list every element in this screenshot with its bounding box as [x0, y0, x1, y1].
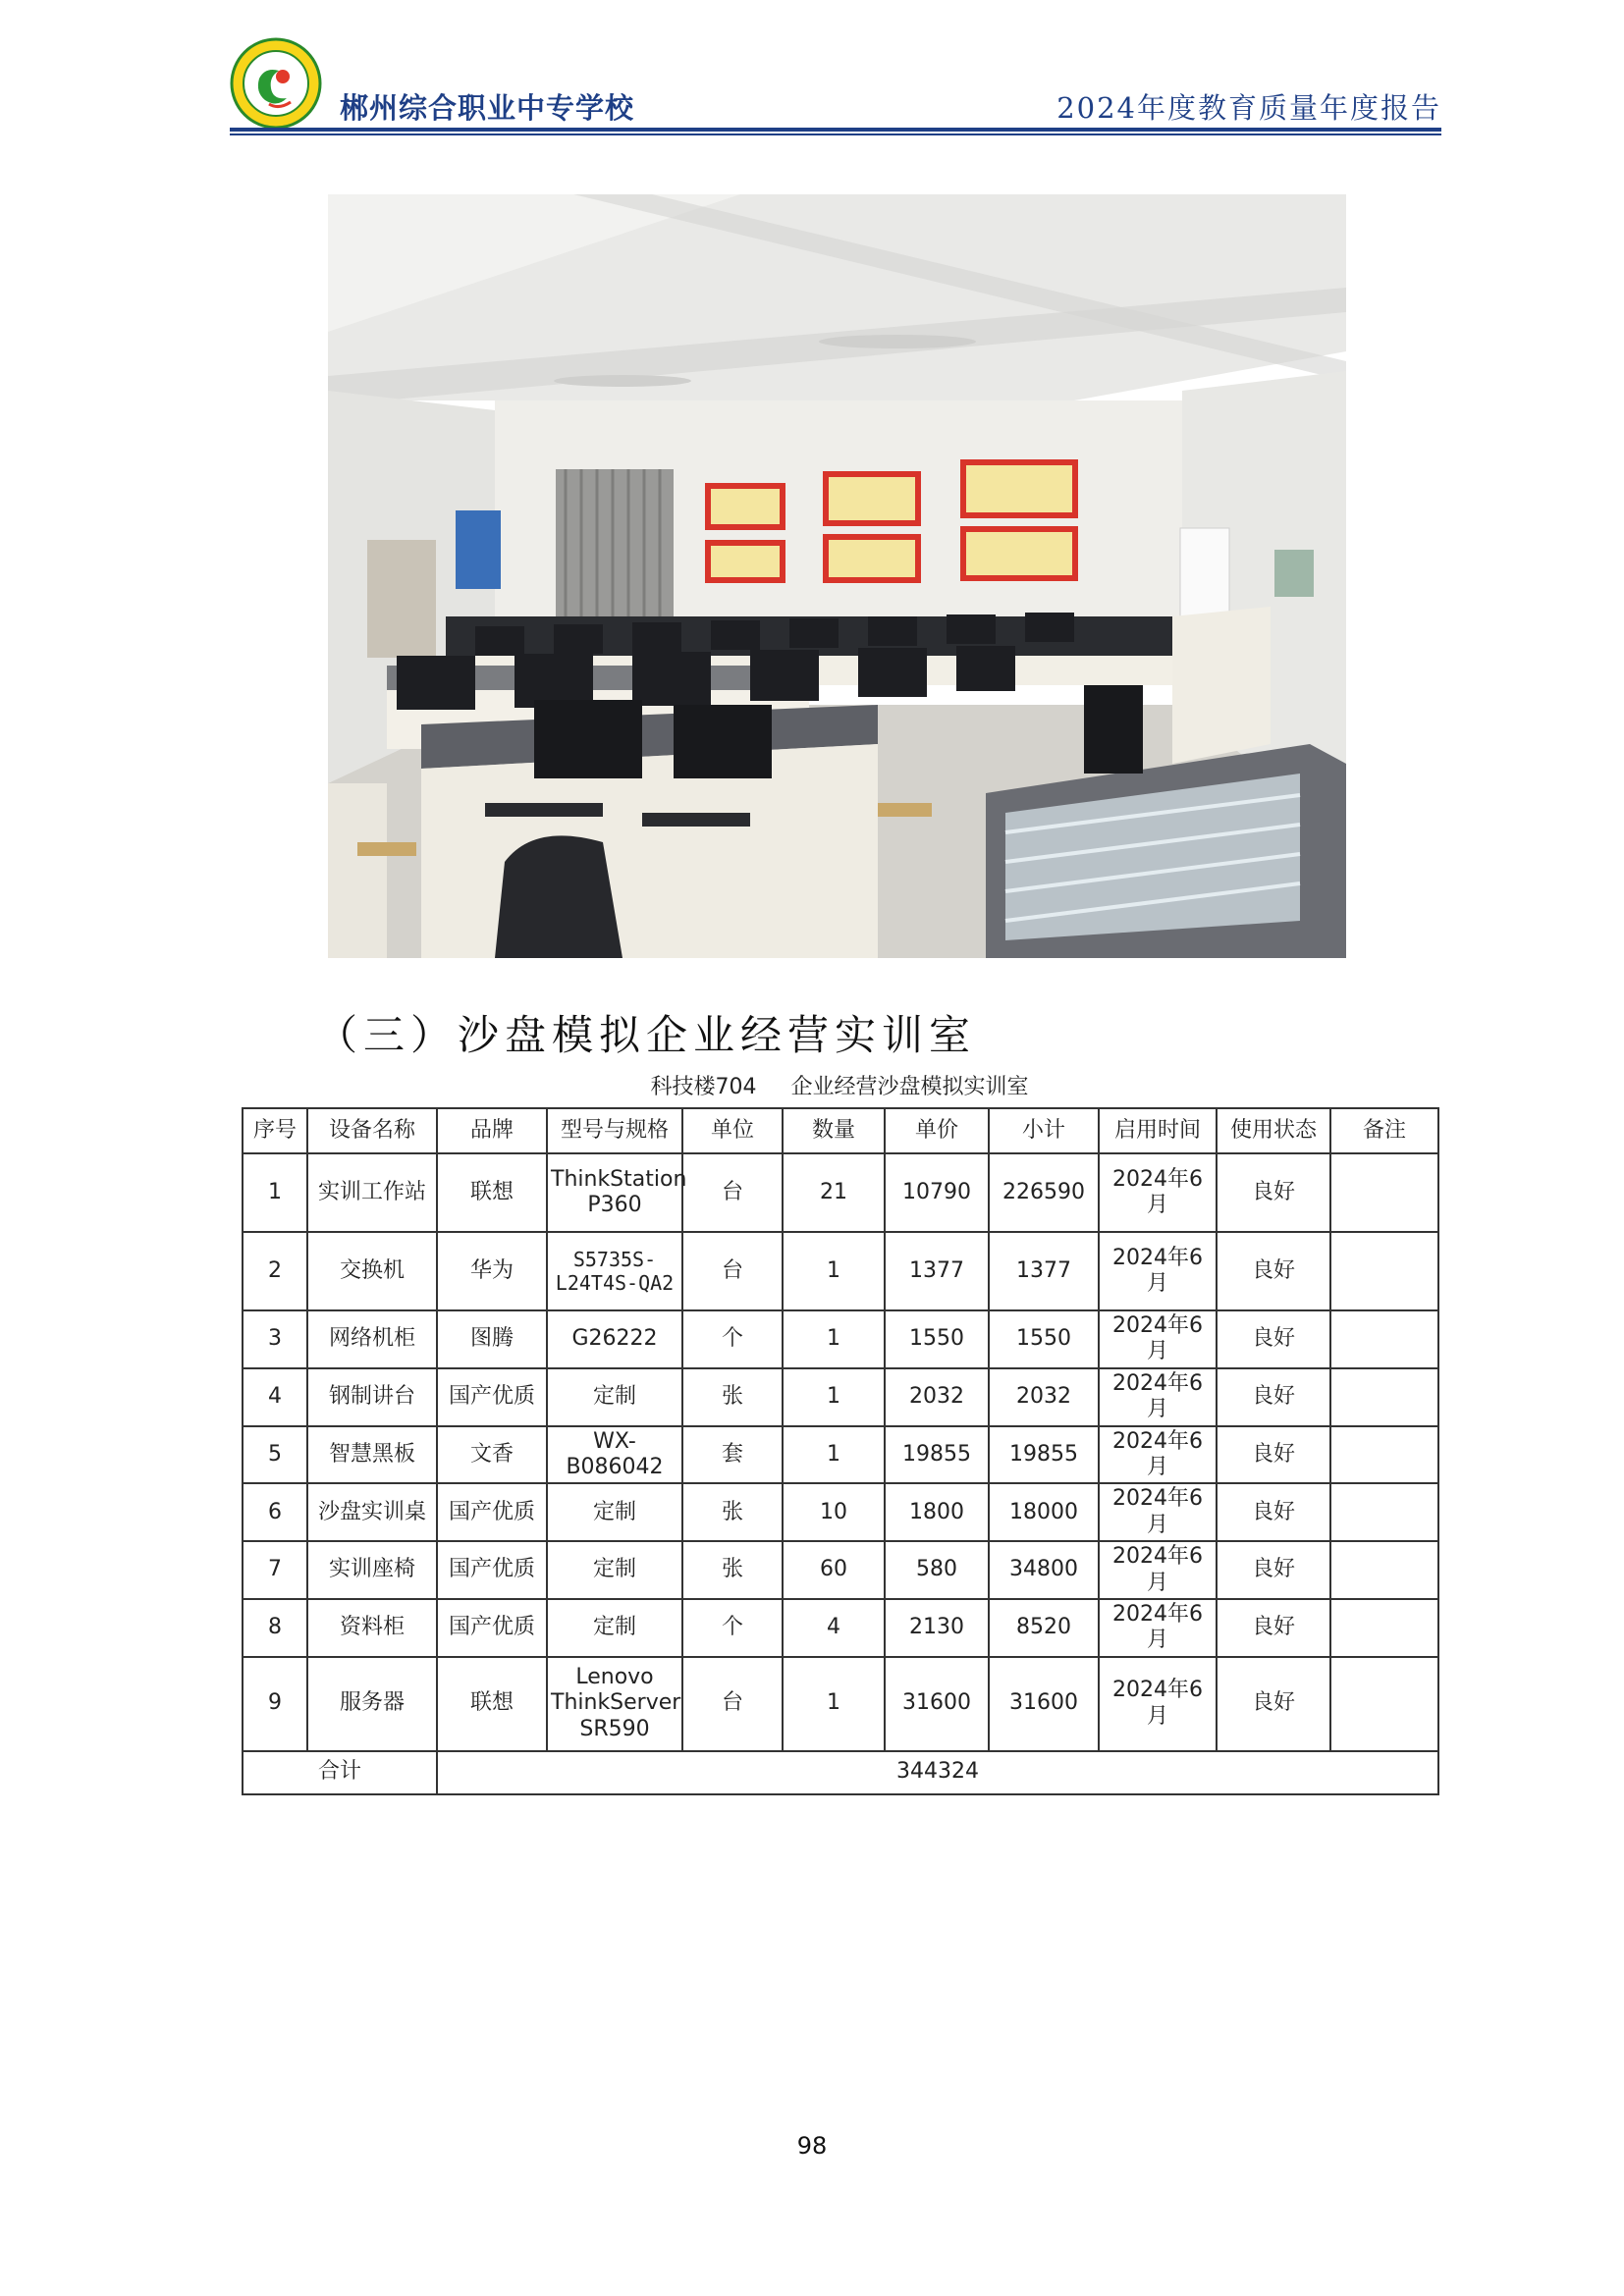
report-title: 2024年度教育质量年度报告 — [1056, 91, 1441, 125]
cell-date: 2024年6月 — [1099, 1310, 1217, 1368]
caption-room: 企业经营沙盘模拟实训室 — [790, 1075, 1029, 1099]
cell-subtotal: 1377 — [989, 1232, 1099, 1310]
table-row — [243, 1483, 1438, 1541]
model-line: 定制 — [592, 1499, 636, 1524]
cell-note — [1330, 1541, 1438, 1599]
table-row — [243, 1599, 1438, 1657]
cell-model — [547, 1483, 682, 1541]
cell-date: 2024年6月 — [1099, 1426, 1217, 1484]
header-model: 型号与规格 — [547, 1108, 682, 1153]
cell-date: 2024年6月 — [1099, 1541, 1217, 1599]
cell-model — [547, 1310, 682, 1368]
table-row — [243, 1426, 1438, 1484]
cell-date: 2024年6月 — [1099, 1232, 1217, 1310]
cell-unit: 台 — [682, 1232, 783, 1310]
cell-status: 良好 — [1217, 1368, 1330, 1426]
cell-brand: 国产优质 — [437, 1368, 547, 1426]
cell-name: 资料柜 — [307, 1599, 437, 1657]
section-heading: （三）沙盘模拟企业经营实训室 — [316, 1011, 977, 1059]
cell-qty: 1 — [783, 1368, 885, 1426]
cell-subtotal: 8520 — [989, 1599, 1099, 1657]
table-row — [243, 1310, 1438, 1368]
cell-name: 服务器 — [307, 1657, 437, 1751]
cell-status: 良好 — [1217, 1153, 1330, 1232]
cell-unit: 张 — [682, 1483, 783, 1541]
model-line: SR590 — [579, 1716, 650, 1741]
cell-unit: 台 — [682, 1153, 783, 1232]
cell-name: 网络机柜 — [307, 1310, 437, 1368]
cell-price: 580 — [885, 1541, 989, 1599]
cell-no: 5 — [243, 1426, 307, 1484]
cell-qty: 1 — [783, 1232, 885, 1310]
header-note: 备注 — [1330, 1108, 1438, 1153]
cell-price: 31600 — [885, 1657, 989, 1751]
model-line: ThinkServer — [551, 1690, 681, 1716]
model-line: Lenovo — [575, 1665, 654, 1690]
cell-status: 良好 — [1217, 1232, 1330, 1310]
cell-price: 19855 — [885, 1426, 989, 1484]
cell-no: 1 — [243, 1153, 307, 1232]
cell-no: 2 — [243, 1232, 307, 1310]
cell-brand: 联想 — [437, 1153, 547, 1232]
cell-status: 良好 — [1217, 1657, 1330, 1751]
cell-model — [547, 1426, 682, 1484]
equipment-table — [242, 1107, 1439, 1795]
cell-qty: 1 — [783, 1657, 885, 1751]
school-logo-icon — [230, 37, 322, 130]
model-line: L24T4S-QA2 — [555, 1271, 675, 1295]
cell-unit: 张 — [682, 1368, 783, 1426]
cell-name: 实训工作站 — [307, 1153, 437, 1232]
header-status: 使用状态 — [1217, 1108, 1330, 1153]
header-subtotal: 小计 — [989, 1108, 1099, 1153]
header-qty: 数量 — [783, 1108, 885, 1153]
cell-qty: 4 — [783, 1599, 885, 1657]
cell-status: 良好 — [1217, 1310, 1330, 1368]
cell-note — [1330, 1657, 1438, 1751]
cell-name: 交换机 — [307, 1232, 437, 1310]
model-line: S5735S- — [572, 1248, 657, 1271]
cell-no: 4 — [243, 1368, 307, 1426]
table-row — [243, 1153, 1438, 1232]
cell-no: 8 — [243, 1599, 307, 1657]
header-no: 序号 — [243, 1108, 307, 1153]
cell-qty: 10 — [783, 1483, 885, 1541]
cell-note — [1330, 1153, 1438, 1232]
model-line: 定制 — [592, 1615, 636, 1640]
caption-location: 科技楼704 — [650, 1075, 757, 1099]
cell-no: 9 — [243, 1657, 307, 1751]
cell-unit: 张 — [682, 1541, 783, 1599]
cell-name: 智慧黑板 — [307, 1426, 437, 1484]
header-rule — [230, 128, 1441, 132]
table-row — [243, 1232, 1438, 1310]
table-header-row — [243, 1108, 1438, 1153]
cell-unit: 套 — [682, 1426, 783, 1484]
cell-price: 1377 — [885, 1232, 989, 1310]
cell-model — [547, 1541, 682, 1599]
school-name: 郴州综合职业中专学校 — [340, 91, 635, 125]
cell-date: 2024年6月 — [1099, 1599, 1217, 1657]
cell-brand: 华为 — [437, 1232, 547, 1310]
table-row — [243, 1657, 1438, 1751]
cell-date: 2024年6月 — [1099, 1368, 1217, 1426]
model-line: G26222 — [571, 1326, 658, 1352]
cell-model — [547, 1153, 687, 1232]
model-line: 定制 — [592, 1383, 636, 1409]
table-row — [243, 1368, 1438, 1426]
table-row — [243, 1541, 1438, 1599]
cell-price: 10790 — [885, 1153, 989, 1232]
cell-brand: 联想 — [437, 1657, 547, 1751]
cell-status: 良好 — [1217, 1599, 1330, 1657]
cell-subtotal: 18000 — [989, 1483, 1099, 1541]
table-caption — [242, 1070, 1437, 1100]
cell-model — [547, 1657, 682, 1751]
cell-qty: 1 — [783, 1310, 885, 1368]
total-value: 344324 — [437, 1751, 1438, 1794]
cell-subtotal: 31600 — [989, 1657, 1099, 1751]
computer-training-room-photo — [328, 194, 1346, 958]
cell-model — [547, 1232, 682, 1310]
cell-brand: 图腾 — [437, 1310, 547, 1368]
cell-qty: 1 — [783, 1426, 885, 1484]
model-line: WX- — [593, 1428, 636, 1454]
model-line: P360 — [587, 1193, 642, 1217]
cell-note — [1330, 1232, 1438, 1310]
cell-name: 实训座椅 — [307, 1541, 437, 1599]
header-date: 启用时间 — [1099, 1108, 1217, 1153]
cell-note — [1330, 1310, 1438, 1368]
cell-subtotal: 34800 — [989, 1541, 1099, 1599]
cell-brand: 文香 — [437, 1426, 547, 1484]
cell-no: 7 — [243, 1541, 307, 1599]
cell-unit: 个 — [682, 1599, 783, 1657]
cell-unit: 台 — [682, 1657, 783, 1751]
cell-brand: 国产优质 — [437, 1599, 547, 1657]
header-name: 设备名称 — [307, 1108, 437, 1153]
table-total-row — [243, 1751, 1438, 1794]
cell-status: 良好 — [1217, 1541, 1330, 1599]
model-line: ThinkStation — [551, 1166, 687, 1192]
cell-subtotal: 19855 — [989, 1426, 1099, 1484]
header-price: 单价 — [885, 1108, 989, 1153]
cell-no: 3 — [243, 1310, 307, 1368]
cell-name: 沙盘实训桌 — [307, 1483, 437, 1541]
cell-subtotal: 1550 — [989, 1310, 1099, 1368]
cell-date: 2024年6月 — [1099, 1153, 1217, 1232]
cell-note — [1330, 1368, 1438, 1426]
cell-price: 1550 — [885, 1310, 989, 1368]
cell-note — [1330, 1426, 1438, 1484]
cell-price: 2032 — [885, 1368, 989, 1426]
header-unit: 单位 — [682, 1108, 783, 1153]
header-brand: 品牌 — [437, 1108, 547, 1153]
cell-name: 钢制讲台 — [307, 1368, 437, 1426]
cell-qty: 60 — [783, 1541, 885, 1599]
cell-date: 2024年6月 — [1099, 1483, 1217, 1541]
cell-price: 1800 — [885, 1483, 989, 1541]
header-rule-thin — [230, 133, 1441, 135]
cell-status: 良好 — [1217, 1483, 1330, 1541]
cell-unit: 个 — [682, 1310, 783, 1368]
cell-note — [1330, 1599, 1438, 1657]
total-label: 合计 — [243, 1751, 437, 1794]
cell-model — [547, 1599, 682, 1657]
model-line: 定制 — [592, 1557, 636, 1582]
model-line: B086042 — [566, 1454, 664, 1479]
page-header — [230, 37, 1441, 135]
cell-date: 2024年6月 — [1099, 1657, 1217, 1751]
cell-price: 2130 — [885, 1599, 989, 1657]
cell-subtotal: 2032 — [989, 1368, 1099, 1426]
cell-subtotal: 226590 — [989, 1153, 1099, 1232]
cell-model — [547, 1368, 682, 1426]
cell-brand: 国产优质 — [437, 1541, 547, 1599]
cell-status: 良好 — [1217, 1426, 1330, 1484]
cell-no: 6 — [243, 1483, 307, 1541]
page-number: 98 — [796, 2132, 828, 2160]
cell-qty: 21 — [783, 1153, 885, 1232]
cell-note — [1330, 1483, 1438, 1541]
cell-brand: 国产优质 — [437, 1483, 547, 1541]
